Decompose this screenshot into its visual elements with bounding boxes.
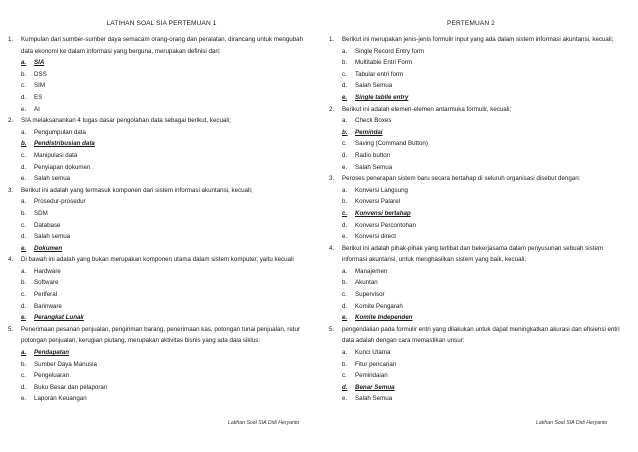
option-text: Laporan Keuangan bbox=[34, 395, 87, 403]
answer-option bbox=[329, 162, 627, 174]
option-letter: e. bbox=[21, 314, 27, 322]
option-text: Akuntan bbox=[355, 279, 378, 287]
option-letter: b. bbox=[21, 140, 27, 148]
option-text: DSS bbox=[34, 70, 47, 78]
option-text: Sumber Daya Manusia bbox=[34, 360, 97, 368]
answer-option bbox=[8, 208, 308, 220]
option-letter: a. bbox=[21, 267, 27, 275]
option-text: Pendapatan bbox=[34, 349, 70, 357]
question bbox=[8, 254, 308, 266]
question-number: 4. bbox=[329, 244, 335, 252]
option-text: SIA bbox=[34, 59, 45, 67]
option-text: Periferal bbox=[34, 291, 58, 299]
question bbox=[8, 185, 308, 197]
option-text: Salah semua bbox=[34, 175, 71, 183]
option-letter: a. bbox=[342, 267, 348, 275]
answer-option bbox=[8, 301, 308, 313]
option-text: Konversi Palarel bbox=[355, 198, 401, 206]
page-footer: Latihan Soal SIA Didi Heryanto bbox=[228, 420, 300, 426]
question-list bbox=[8, 34, 308, 405]
option-letter: d. bbox=[21, 302, 27, 310]
option-letter: c. bbox=[21, 372, 26, 380]
option-text: Tabular entri form bbox=[355, 70, 404, 78]
option-letter: b. bbox=[342, 279, 348, 287]
question-text: Berikut ini adalah yang termasuk komponen dari sistem informasi akuntansi, kecuali; bbox=[21, 186, 253, 194]
option-letter: a. bbox=[21, 128, 27, 136]
answer-option bbox=[329, 80, 627, 92]
question bbox=[329, 173, 627, 185]
question-text: Peroses penerapan sistem baru secara bertahap di seluruh organisasi disebut dengan: bbox=[342, 175, 581, 183]
question-text: Berikut ini adalah pihak-pihak yang terlibat dan bekerjasama dalam penyusunan sebuah sistem informasi akuntansi, untuk menghasilkan sistem yang baik, kecuali; bbox=[342, 244, 604, 264]
option-text: Manipulasi data bbox=[34, 151, 78, 159]
answer-option bbox=[8, 173, 308, 185]
answer-option bbox=[8, 266, 308, 278]
answer-option bbox=[329, 138, 627, 150]
option-text: Fitur pencarian bbox=[355, 360, 397, 368]
option-text: Multitable Entri Form bbox=[355, 59, 413, 67]
option-letter: d. bbox=[342, 383, 348, 391]
option-letter: a. bbox=[342, 349, 348, 357]
option-letter: d. bbox=[21, 383, 27, 391]
option-text: Check Boxes bbox=[355, 117, 392, 125]
answer-option-correct bbox=[8, 312, 308, 324]
option-letter: a. bbox=[21, 198, 27, 206]
option-letter: b. bbox=[21, 360, 27, 368]
option-letter: c. bbox=[342, 140, 347, 148]
answer-option bbox=[8, 289, 308, 301]
option-text: Manajemen bbox=[355, 267, 388, 275]
option-text: Pengumpulan data bbox=[34, 128, 86, 136]
answer-option bbox=[329, 277, 627, 289]
option-text: Pendistribusian data bbox=[34, 140, 95, 148]
option-text: Benar Semua bbox=[355, 383, 395, 391]
option-letter: a. bbox=[342, 47, 348, 55]
answer-option bbox=[329, 301, 627, 313]
option-text: Single Record Entry form bbox=[355, 47, 425, 55]
answer-option bbox=[329, 57, 627, 69]
option-text: Supervisor bbox=[355, 291, 385, 299]
answer-option bbox=[8, 382, 308, 394]
answer-option bbox=[8, 370, 308, 382]
option-letter: b. bbox=[21, 70, 27, 78]
option-letter: b. bbox=[21, 279, 27, 287]
option-letter: e. bbox=[342, 163, 348, 171]
answer-option bbox=[329, 231, 627, 243]
answer-option-correct bbox=[8, 243, 308, 255]
option-text: Single tablle entry bbox=[355, 93, 409, 101]
question-text: Penerimaan pesanan penjualan, pengiriman barang, penerimaan kas, potongan tunai penjualan, retur potongan penjualan, kerugian piutang, merupakan aktivitas bisnis yang ada dala siklus: bbox=[21, 325, 300, 345]
answer-option bbox=[8, 220, 308, 232]
option-text: Salah Semua bbox=[355, 395, 393, 403]
option-letter: c. bbox=[21, 151, 26, 159]
question bbox=[329, 243, 627, 266]
question bbox=[329, 34, 627, 46]
option-letter: e. bbox=[21, 175, 27, 183]
answer-option bbox=[8, 69, 308, 81]
option-text: Pemindai bbox=[355, 128, 383, 136]
option-letter: e. bbox=[21, 244, 27, 252]
question bbox=[329, 104, 627, 116]
question-number: 1. bbox=[329, 36, 335, 43]
option-text: Prosedur-prosedur bbox=[34, 198, 86, 206]
answer-option bbox=[8, 359, 308, 371]
option-text: AI bbox=[34, 105, 40, 113]
option-letter: b. bbox=[342, 198, 348, 206]
option-letter: c. bbox=[21, 291, 26, 299]
option-letter: c. bbox=[342, 291, 347, 299]
option-letter: c. bbox=[342, 209, 348, 217]
option-text: Hardware bbox=[34, 267, 61, 275]
page-footer: Latihan Soal SIA Didi Heryanto bbox=[536, 420, 608, 426]
answer-option bbox=[329, 347, 627, 359]
answer-option bbox=[329, 46, 627, 58]
answer-option bbox=[8, 150, 308, 162]
answer-option-correct bbox=[8, 347, 308, 359]
answer-option bbox=[329, 220, 627, 232]
option-letter: c. bbox=[21, 82, 26, 90]
option-text: Perangkat Lunak bbox=[34, 314, 84, 322]
option-text: Konversi Percontohan bbox=[355, 221, 416, 229]
answer-option bbox=[329, 359, 627, 371]
option-letter: b. bbox=[342, 59, 348, 67]
option-text: Penyiapan dokumen bbox=[34, 163, 91, 171]
answer-option bbox=[329, 266, 627, 278]
answer-option bbox=[8, 104, 308, 116]
answer-option-correct bbox=[329, 312, 627, 324]
question-number: 4. bbox=[8, 256, 14, 264]
option-letter: b. bbox=[342, 128, 348, 136]
option-letter: e. bbox=[342, 314, 348, 322]
option-letter: b. bbox=[21, 209, 27, 217]
answer-option bbox=[329, 393, 627, 405]
option-text: Dokumen bbox=[34, 244, 63, 252]
option-letter: e. bbox=[342, 93, 348, 101]
option-letter: b. bbox=[342, 360, 348, 368]
option-letter: d. bbox=[342, 221, 348, 229]
option-letter: c. bbox=[342, 70, 347, 78]
option-text: Konvensi bertahap bbox=[355, 209, 411, 217]
answer-option bbox=[8, 196, 308, 208]
option-letter: d. bbox=[342, 151, 348, 159]
option-letter: e. bbox=[342, 233, 348, 241]
question-text: Berikut ini adalah elemen-elemen antarmuka formulir, kecuali; bbox=[342, 105, 512, 113]
question bbox=[8, 34, 308, 57]
question-text: Kumpulan dari sumber-sumber daya semacam orang-orang dan peralatan, dirancang untuk mengubah data ekonomi ke dalam informasi yang berguna, merupakan definisi dari: bbox=[21, 36, 304, 55]
option-letter: e. bbox=[21, 105, 27, 113]
option-letter: a. bbox=[342, 117, 348, 125]
option-text: Konversi direct bbox=[355, 233, 396, 241]
option-text: Komite Independen bbox=[355, 314, 413, 322]
option-text: Saving (Command Button) bbox=[355, 140, 428, 148]
answer-option bbox=[329, 370, 627, 382]
option-text: Radio button bbox=[355, 151, 391, 159]
question-number: 2. bbox=[8, 117, 14, 125]
answer-option-correct bbox=[329, 127, 627, 139]
option-letter: c. bbox=[21, 221, 26, 229]
option-letter: d. bbox=[21, 163, 27, 171]
option-text: Kunci Utama bbox=[355, 349, 391, 357]
option-text: Komite Pengarah bbox=[355, 302, 403, 310]
answer-option bbox=[329, 185, 627, 197]
answer-option bbox=[329, 69, 627, 81]
question bbox=[329, 324, 627, 347]
option-text: ES bbox=[34, 93, 43, 101]
option-text: Salah semua bbox=[34, 233, 71, 241]
option-text: Salah Semua bbox=[355, 82, 393, 90]
option-text: Konversi Langsung bbox=[355, 186, 408, 194]
question-number: 3. bbox=[8, 186, 14, 194]
answer-option bbox=[8, 277, 308, 289]
option-text: Pengeluaran bbox=[34, 372, 70, 380]
answer-option-correct bbox=[329, 208, 627, 220]
answer-option bbox=[329, 150, 627, 162]
option-text: Pemindaian bbox=[355, 372, 388, 380]
question-text: pengendalian pada formulir entri yang dilakukan untuk dapat meningkatkan akurasi dan efisiensi entri data adalah dengan cara memastikan unsur: bbox=[342, 325, 620, 345]
question-text: Di bawah ini adalah yang bukan merupakan komponen utama dalam sistem komputer, yaitu kecuali bbox=[21, 256, 294, 264]
option-letter: a. bbox=[342, 186, 348, 194]
option-text: Barinware bbox=[34, 302, 62, 310]
option-text: Database bbox=[34, 221, 61, 229]
question-list bbox=[329, 34, 627, 405]
answer-option bbox=[8, 231, 308, 243]
answer-option bbox=[329, 196, 627, 208]
question-text: Berikut ini merupakan jenis-jenis formulir input yang ada dalam sistem informasi akuntansi, kecuali; bbox=[342, 36, 614, 43]
option-letter: d. bbox=[342, 302, 348, 310]
option-letter: e. bbox=[21, 395, 27, 403]
answer-option bbox=[8, 80, 308, 92]
option-letter: c. bbox=[342, 372, 347, 380]
answer-option bbox=[329, 289, 627, 301]
question bbox=[8, 115, 308, 127]
right-page bbox=[319, 0, 638, 452]
page-title: LATIHAN SOAL SIA PERTEMUAN 1 bbox=[106, 20, 217, 27]
answer-option-correct bbox=[8, 138, 308, 150]
question-number: 2. bbox=[329, 105, 335, 113]
option-text: Salah Semua bbox=[355, 163, 393, 171]
question-number: 5. bbox=[8, 325, 14, 333]
option-letter: a. bbox=[21, 349, 27, 357]
question-number: 3. bbox=[329, 175, 335, 183]
answer-option-correct bbox=[8, 57, 308, 69]
option-letter: d. bbox=[342, 82, 348, 90]
option-text: Software bbox=[34, 279, 59, 287]
option-text: Buku Besar dan pelaporan bbox=[34, 383, 108, 391]
answer-option-correct bbox=[329, 92, 627, 104]
page-title: PERTEMUAN 2 bbox=[447, 20, 495, 27]
question-number: 5. bbox=[329, 325, 335, 333]
option-text: SIM bbox=[34, 82, 46, 90]
answer-option-correct bbox=[329, 382, 627, 394]
option-letter: d. bbox=[21, 233, 27, 241]
option-letter: d. bbox=[21, 93, 27, 101]
option-letter: a. bbox=[21, 59, 27, 67]
answer-option bbox=[8, 92, 308, 104]
question bbox=[8, 324, 308, 347]
answer-option bbox=[329, 115, 627, 127]
question-text: SIA melaksanankan 4 tugas dasar pengolahan data sebagai berikut, kecuali; bbox=[21, 117, 231, 125]
option-letter: e. bbox=[342, 395, 348, 403]
answer-option bbox=[8, 162, 308, 174]
option-text: SDM bbox=[34, 209, 48, 217]
answer-option bbox=[8, 127, 308, 139]
question-number: 1. bbox=[8, 36, 14, 43]
answer-option bbox=[8, 393, 308, 405]
